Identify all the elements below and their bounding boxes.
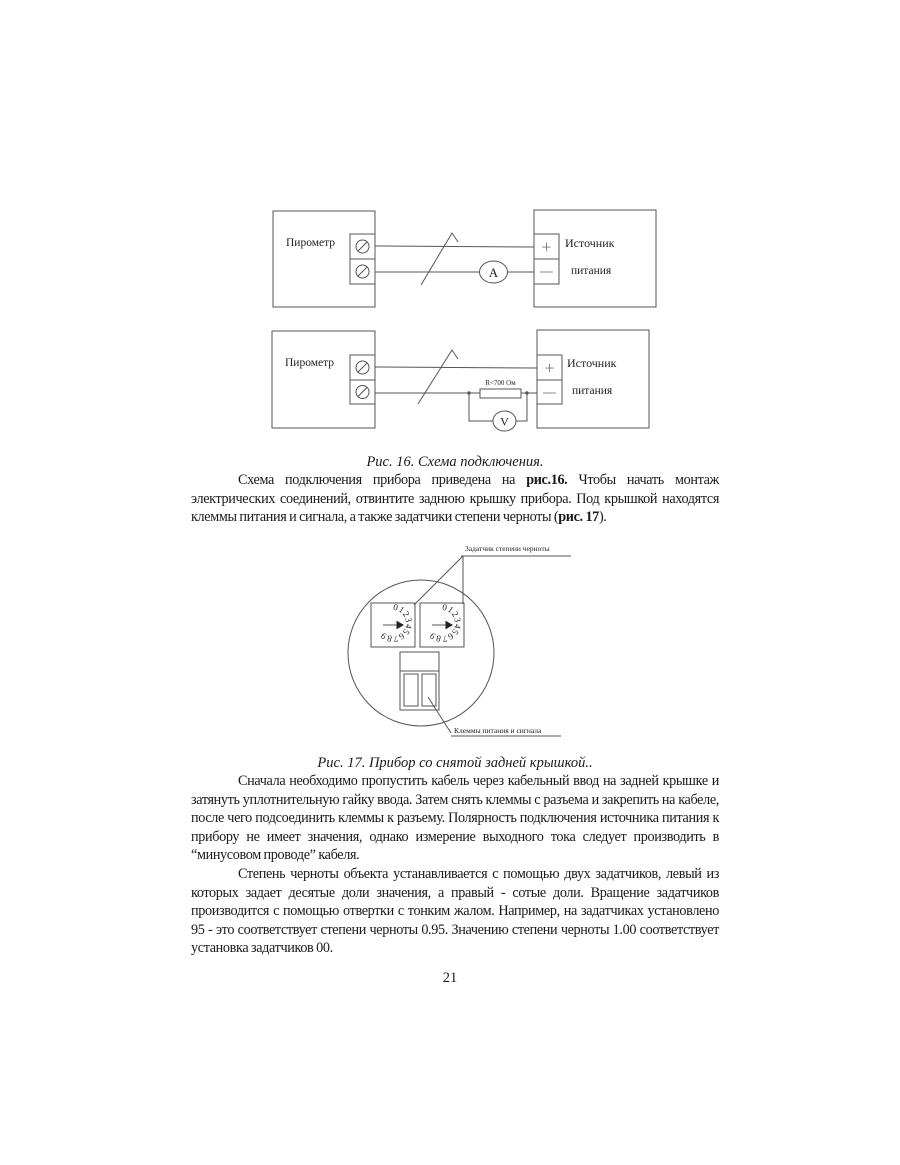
dial-tenths [371, 602, 415, 647]
screw-terminal-icon [356, 240, 369, 253]
paragraph-emissivity-setting [191, 865, 719, 958]
ammeter-label: A [488, 265, 499, 280]
dial-digits-ring: 0123456789 [378, 601, 415, 645]
paragraph-wiring-intro [191, 471, 719, 527]
power-source-box [537, 330, 649, 428]
figure17-text-block [191, 754, 719, 958]
paragraph-cable-installation [191, 772, 719, 865]
cable-break-mark [421, 233, 458, 285]
source-label-line1: Источник [567, 356, 617, 370]
resistor-symbol [480, 389, 521, 398]
dial-hundredths [420, 602, 464, 647]
paragraph-text: Чтобы начать монтаж электрических соединений, отвинтите заднюю крышку прибора. Под крышкой находятся клеммы питания и сигнала, а также задатчики степени черноты ( [191, 472, 719, 526]
circuit-ammeter [273, 210, 656, 307]
plus-symbol: + [541, 237, 552, 257]
dial-digits-ring: 0123456789 [427, 601, 464, 645]
figure16-text-block [191, 453, 719, 527]
wire-positive [375, 367, 537, 368]
device-back-view [348, 544, 571, 736]
screw-terminal-icon [356, 386, 369, 399]
voltmeter-label: V [500, 414, 509, 429]
paragraph-text: Сначала необходимо пропустить кабель через кабельный ввод на задней крышке и затянуть уплотнительную гайку ввода. Затем снять клеммы с разъема и закрепить на кабеле, после чего подсоединить клеммы к разъему. Полярность подключения источника питания к прибору не имеет значения, однако измерение выходного тока следует производить в “минусовом проводе” кабеля. [191, 773, 719, 864]
device-housing-circle [348, 580, 494, 726]
pyrometer-label: Пирометр [286, 237, 336, 249]
cable-break-mark [418, 350, 458, 404]
plus-symbol: + [544, 358, 555, 378]
paragraph-text: ). [598, 509, 607, 526]
wire-positive [375, 246, 534, 247]
source-label-line2: питания [571, 265, 612, 277]
dial-callout-label: Задатчик степени черноты [465, 544, 550, 553]
source-minus-terminal [537, 380, 562, 404]
figure17-reference: рис. 17 [558, 509, 599, 526]
source-label-line2: питания [572, 385, 613, 397]
circuit-voltmeter [272, 330, 649, 431]
screw-terminal-icon [356, 265, 369, 278]
paragraph-text: Схема подключения прибора приведена на [238, 472, 527, 488]
screw-terminal-icon [356, 361, 369, 374]
resistor-label: R<700 Ом [485, 379, 516, 387]
source-label-line1: Источник [565, 236, 615, 250]
pyrometer-label: Пирометр [285, 357, 335, 369]
page-number: 21 [442, 970, 458, 986]
figure16-caption: Рис. 16. Схема подключения. [366, 454, 544, 470]
paragraph-text: Степень черноты объекта устанавливается с помощью двух задатчиков, левый из которых задает десятые доли значения, а правый - сотые доли. Вращение задатчиков производится с помощью отвертки с тонким жалом. Например, на задатчиках установлено 95 - это соответствует степени черноты 0.95. Значению степени черноты 1.00 соответствует установка задатчиков 00. [191, 865, 719, 957]
terminal-block [400, 652, 439, 710]
voltmeter-wire-left [469, 393, 493, 421]
figure16-reference: рис.16. [526, 472, 568, 488]
terminal-callout-label: Клеммы питания и сигнала [454, 726, 542, 735]
figure17-caption: Рис. 17. Прибор со снятой задней крышкой.. [317, 755, 593, 771]
